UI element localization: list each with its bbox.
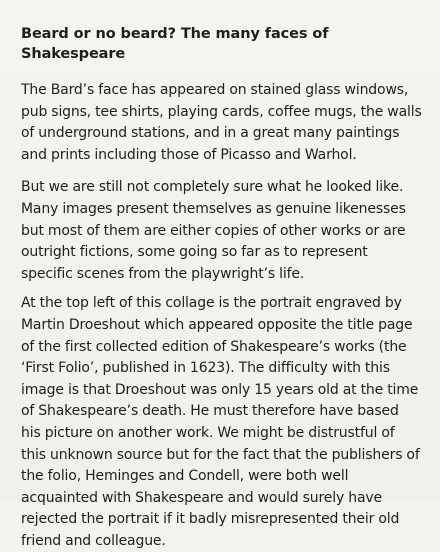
page-title: Beard or no beard? The many faces of Shakespeare <box>21 26 329 62</box>
paragraph-droeshout: At the top left of this collage is the portrait engraved by Martin Droeshout which appeared opposite the title page of the first collected edition of Shakespeare’s works (the ‘First Folio’, published in 1623). The difficulty with this image is that Droeshout was only 15 years old at the time of Shakespeare’s death. He must therefore have based his picture on another work. We might be distrustful of this unknown source but for the fact that the publishers of the folio, Heminges and Condell, were both well acquainted with Shakespeare and would surely have rejected the portrait if it badly misrepresented their old friend and colleague. <box>21 295 420 549</box>
paragraph-intro: The Bard’s face has appeared on stained glass windows, pub signs, tee shirts, playing cards, coffee mugs, the walls of underground stations, and in a great many paintings and prints including those of Picasso and Warhol. <box>21 82 422 163</box>
paragraph-likeness: But we are still not completely sure what he looked like. Many images present themselves as genuine likenesses but most of them are either copies of other works or are outright fictions, some going so far as to represent specific scenes from the playwright’s life. <box>21 179 406 282</box>
